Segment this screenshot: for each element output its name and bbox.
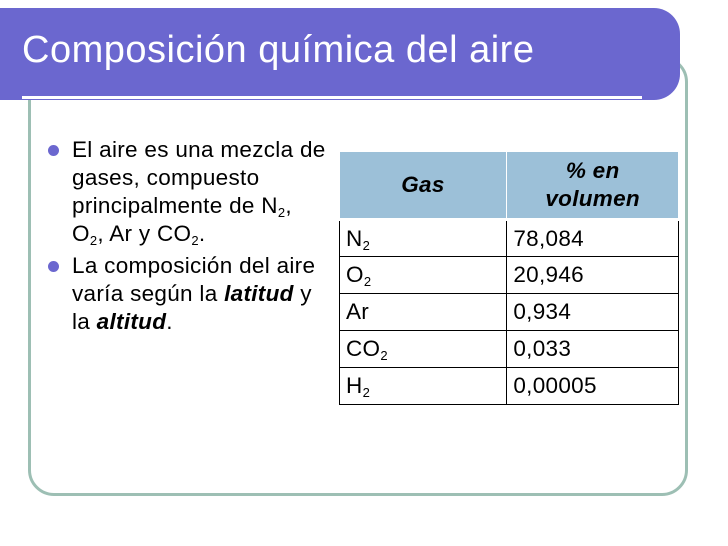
value-cell: 0,00005 xyxy=(507,368,679,405)
text-part: . xyxy=(198,221,206,246)
gas-cell xyxy=(340,294,507,331)
value-cell: 78,084 xyxy=(507,220,679,257)
text-part: O xyxy=(72,221,90,246)
bullet-item xyxy=(46,136,326,248)
bullet-list xyxy=(46,136,326,340)
emphasis-latitud: latitud xyxy=(224,281,294,306)
table-row xyxy=(340,257,679,294)
bullet-item xyxy=(46,252,326,336)
emphasis-altitud: altitud xyxy=(96,309,167,334)
subscript: 2 xyxy=(191,233,199,248)
text-part: , xyxy=(285,193,292,218)
title-bar xyxy=(0,8,680,100)
subscript: 2 xyxy=(363,274,372,289)
bullet-text xyxy=(72,137,326,246)
gas-symbol: N xyxy=(346,225,363,251)
text-part: Ar y xyxy=(109,221,157,246)
gas-cell xyxy=(340,331,507,368)
title-underline xyxy=(22,96,642,99)
gas-cell xyxy=(340,220,507,257)
table-row xyxy=(340,220,679,257)
subscript: 2 xyxy=(89,233,98,248)
header-gas: Gas xyxy=(340,152,507,220)
text-part: . xyxy=(166,309,173,334)
bullet-dot-icon xyxy=(48,261,59,272)
value-cell: 20,946 xyxy=(507,257,679,294)
bullet-text xyxy=(72,253,315,334)
gas-symbol: Ar xyxy=(346,299,370,324)
gas-composition-table xyxy=(339,152,679,405)
subscript: 2 xyxy=(362,237,371,253)
table-header-row xyxy=(340,152,679,220)
text-part: El aire es una mezcla de gases, compuesto principalmente de xyxy=(72,137,326,218)
text-part: , xyxy=(97,221,110,246)
text-part: N xyxy=(261,193,278,218)
header-percent-volume: % en volumen xyxy=(507,152,679,220)
gas-cell xyxy=(340,368,507,405)
gas-symbol: CO xyxy=(346,336,381,361)
gas-symbol: O xyxy=(346,262,364,287)
value-cell: 0,033 xyxy=(507,331,679,368)
table-row xyxy=(340,368,679,405)
value-cell: 0,934 xyxy=(507,294,679,331)
text-part: La composición del aire varía según la xyxy=(72,253,316,306)
table-row xyxy=(340,294,679,331)
text-part: y la xyxy=(72,281,312,334)
subscript: 2 xyxy=(362,385,371,400)
slide-title: Composición química del aire xyxy=(22,29,535,71)
subscript: 2 xyxy=(380,348,388,363)
gas-cell xyxy=(340,257,507,294)
bullet-dot-icon xyxy=(48,145,59,156)
subscript: 2 xyxy=(277,205,286,220)
text-part: CO xyxy=(156,221,192,246)
table-row xyxy=(340,331,679,368)
gas-symbol: H xyxy=(346,373,363,398)
